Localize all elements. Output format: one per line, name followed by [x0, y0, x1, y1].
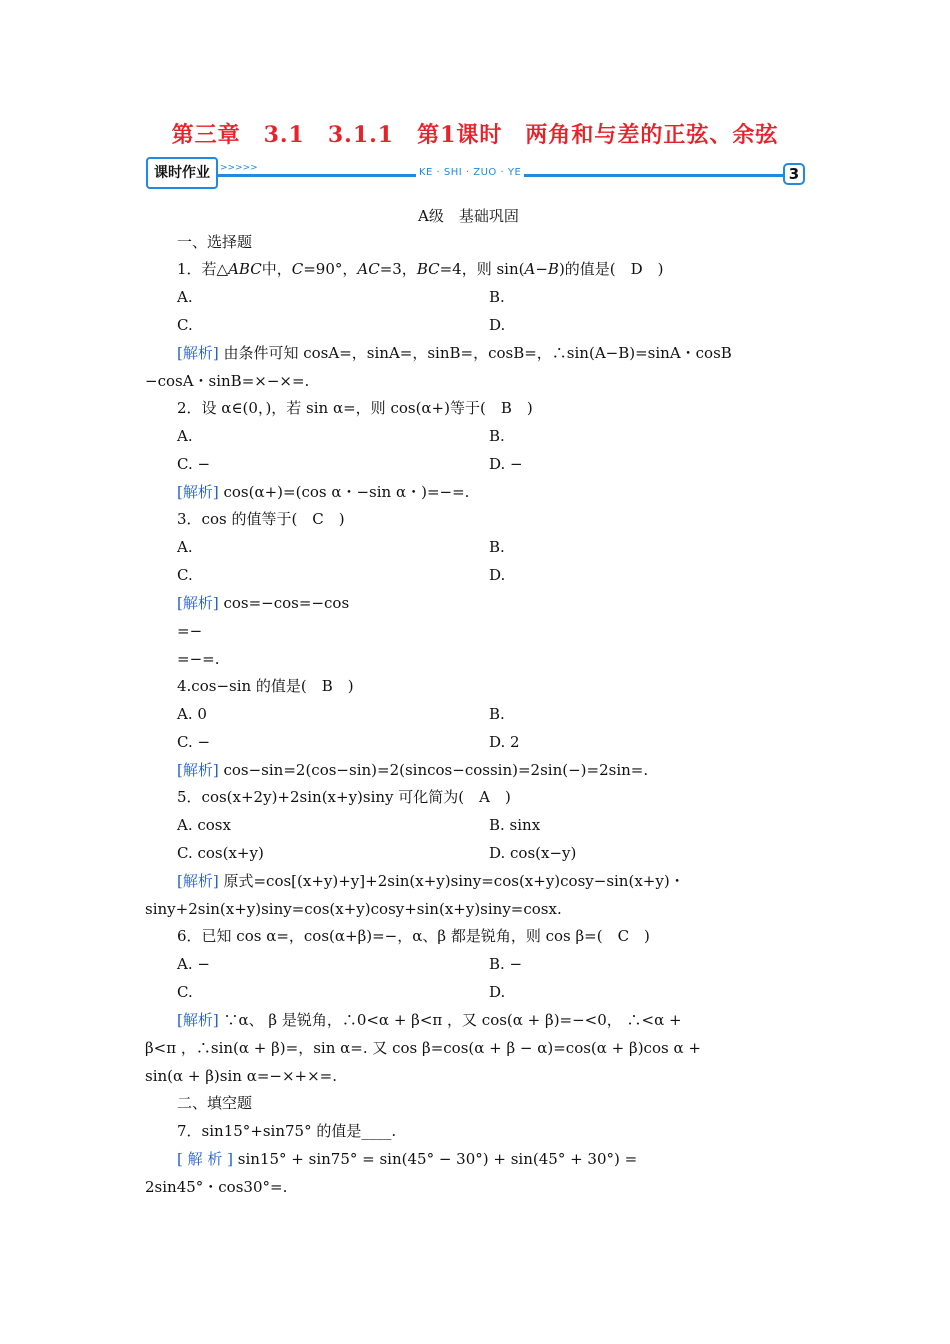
q1-option-a: A.	[177, 288, 193, 306]
section-heading-choice: 一、选择题	[177, 233, 253, 251]
q6-solution-line1: [解析] ∵α、 β 是锐角，∴0<α + β<π ，又 cos(α + β)=−<0， ∴<α +	[177, 1011, 682, 1029]
q5-option-d: D. cos(x−y)	[489, 844, 577, 862]
q2-solution: [解析] cos(α+)=(cos α・−sin α・)=−=.	[177, 483, 470, 501]
q4-option-c: C. −	[177, 733, 211, 751]
q5-option-a: A. cosx	[177, 816, 231, 834]
q1-option-c: C.	[177, 316, 193, 334]
question-6-stem: 6．已知 cos α=，cos(α+β)=−，α、β 都是锐角，则 cos β=( C )	[177, 927, 650, 945]
section-heading-fill: 二、填空题	[177, 1094, 253, 1112]
question-4-stem: 4.cos−sin 的值是( B )	[177, 677, 354, 695]
question-2-stem: 2．设 α∈(0，)，若 sin α=，则 cos(α+)等于( B )	[177, 399, 533, 417]
q6-option-b: B. −	[489, 955, 523, 973]
q6-option-a: A. −	[177, 955, 210, 973]
banner-number: 3	[783, 163, 805, 185]
q6-option-d: D.	[489, 983, 506, 1001]
q3-option-a: A.	[177, 538, 193, 556]
q4-option-a: A. 0	[177, 705, 207, 723]
q3-solution-line3: =−=.	[177, 650, 220, 668]
homework-banner	[146, 157, 806, 193]
q3-solution-line1: [解析] cos=−cos=−cos	[177, 594, 350, 612]
q4-option-b: B.	[489, 705, 505, 723]
question-1-stem: 1．若△ABC中，C=90°，AC=3，BC=4，则 sin(A−B)的值是( D )	[177, 260, 664, 278]
banner-tag: 课时作业	[146, 157, 218, 189]
q1-option-d: D.	[489, 316, 506, 334]
q7-solution-line1: [ 解 析 ] sin15° + sin75° = sin(45° − 30°) + sin(45° + 30°) =	[177, 1150, 638, 1168]
q6-option-c: C.	[177, 983, 193, 1001]
q2-option-a: A.	[177, 427, 193, 445]
question-5-stem: 5．cos(x+2y)+2sin(x+y)siny 可化简为( A )	[177, 788, 511, 806]
q4-solution: [解析] cos−sin=2(cos−sin)=2(sincos−cossin)=2sin(−)=2sin=.	[177, 761, 649, 779]
level-heading: A级 基础巩固	[418, 207, 519, 225]
banner-arrows-icon: >>>>>	[220, 163, 258, 173]
q6-solution-line2: β<π ，∴sin(α + β)=，sin α=. 又 cos β=cos(α + β − α)=cos(α + β)cos α +	[145, 1039, 701, 1057]
q5-solution-line2: siny+2sin(x+y)siny=cos(x+y)cosy+sin(x+y)siny=cosx.	[145, 900, 562, 918]
question-3-stem: 3．cos 的值等于( C )	[177, 510, 345, 528]
q4-option-d: D. 2	[489, 733, 520, 751]
q5-solution-line1: [解析] 原式=cos[(x+y)+y]+2sin(x+y)siny=cos(x+y)cosy−sin(x+y)・	[177, 872, 685, 890]
q3-option-c: C.	[177, 566, 193, 584]
q3-option-d: D.	[489, 566, 506, 584]
q6-solution-line3: sin(α + β)sin α=−×+×=.	[145, 1067, 337, 1085]
q5-option-b: B. sinx	[489, 816, 541, 834]
q2-option-b: B.	[489, 427, 505, 445]
q7-solution-line2: 2sin45°・cos30°=.	[145, 1178, 288, 1196]
q3-option-b: B.	[489, 538, 505, 556]
q1-solution-line2: −cosA・sinB=×−×=.	[145, 372, 310, 390]
q2-option-c: C. −	[177, 455, 211, 473]
q1-option-b: B.	[489, 288, 505, 306]
q3-solution-line2: =−	[177, 622, 203, 640]
q5-option-c: C. cos(x+y)	[177, 844, 264, 862]
page-title: 第三章 3.1 3.1.1 第1课时 两角和与差的正弦、余弦	[171, 122, 779, 148]
banner-pinyin: KE · SHI · ZUO · YE	[416, 167, 524, 178]
answer-blank[interactable]: ____	[361, 1122, 392, 1140]
question-7-stem: 7．sin15°+sin75° 的值是____.	[177, 1122, 397, 1140]
q2-option-d: D. −	[489, 455, 523, 473]
q1-solution-line1: [解析] 由条件可知 cosA=，sinA=，sinB=，cosB=，∴sin(A−B)=sinA・cosB	[177, 344, 732, 362]
